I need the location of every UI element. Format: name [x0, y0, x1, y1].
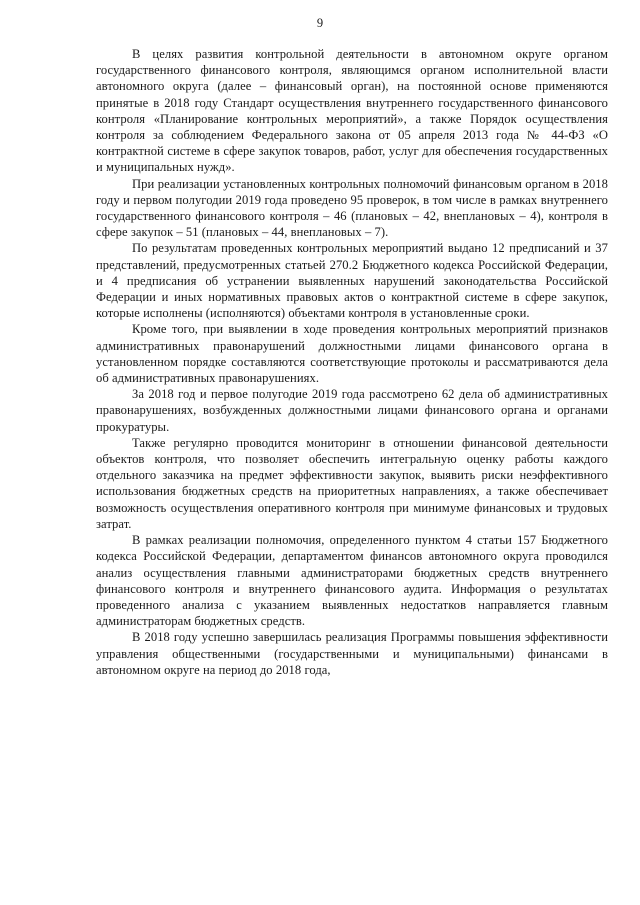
paragraph-control-standards: В целях развития контрольной деятельности в автономном округе органом государственного финансового контроля, являющимся органом исполнительной власти автономного округа (далее – финансовый орган), на постоянной основе применяются принятые в 2018 году Стандарт осуществления внутреннего государственного финансового контроля «Планирование контрольных мероприятий», а также Порядок осуществления контроля за соблюдением Федерального закона от 05 апреля 2013 года № 44-ФЗ «О контрактной системе в сфере закупок товаров, работ, услуг для обеспечения государственных и муниципальных нужд». [96, 47, 608, 175]
paragraph-cases-reviewed: За 2018 год и первое полугодие 2019 года рассмотрено 62 дела об административных правонарушениях, возбужденных должностными лицами финансового органа и органами прокуратуры. [96, 387, 608, 434]
paragraph-inspections-count: При реализации установленных контрольных полномочий финансовым органом в 2018 году и первом полугодии 2019 года проведено 95 проверок, в том числе в рамках внутреннего государственного финансового контроля – 46 (плановых – 42, внеплановых – 4), контроля в сфере закупок – 51 (плановых – 44, внеплановых – 7). [96, 176, 608, 240]
page-number: 9 [316, 16, 324, 30]
paragraph-monitoring: Также регулярно проводится мониторинг в отношении финансовой деятельности объектов контроля, что позволяет обеспечить интегральную оценку работы каждого отдельного заказчика на предмет эффективности закупок, выявить риски неэффективного использования бюджетных средств на приоритетных направлениях, а также обеспечивает возможность осуществления оперативного контроля при минимуме финансовых и трудовых затрат. [96, 435, 608, 531]
paragraph-program-completion: В 2018 году успешно завершилась реализация Программы повышения эффективности управления общественными (государственными и муниципальными) финансами в автономном округе на период до 2018 года, [96, 630, 608, 677]
paragraph-internal-audit-analysis: В рамках реализации полномочия, определенного пунктом 4 статьи 157 Бюджетного кодекса Российской Федерации, департаментом финансов автономного округа проводился анализ осуществления главными администраторами бюджетных средств внутреннего финансового контроля и внутреннего финансового аудита. Информация о результатах проведенного анализа с указанием выявленных недостатков направляется главным администраторам бюджетных средств. [96, 533, 608, 629]
document-body [96, 46, 608, 678]
paragraph-administrative-offenses: Кроме того, при выявлении в ходе проведения контрольных мероприятий признаков административных правонарушений должностными лицами финансового органа в установленном порядке составляются соответствующие протоколы и рассматриваются дела об административных правонарушениях. [96, 322, 608, 386]
paragraph-orders-issued: По результатам проведенных контрольных мероприятий выдано 12 предписаний и 37 представлений, предусмотренных статьей 270.2 Бюджетного кодекса Российской Федерации, и 4 предписания об устранении выявленных нарушений законодательства Российской Федерации и иных нормативных правовых актов о контрактной системе в сфере закупок, которые исполнены (исполняются) объектами контроля в установленные сроки. [96, 241, 608, 321]
